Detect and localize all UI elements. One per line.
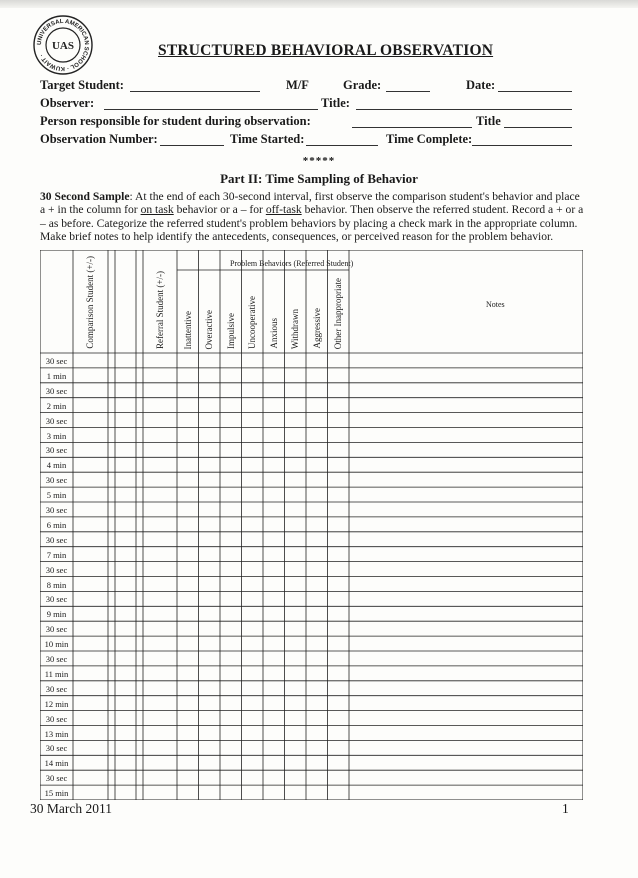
row-label: 30 sec — [45, 743, 68, 754]
behavior-header-uncooperative: Uncooperative — [247, 296, 258, 349]
row-label: 30 sec — [45, 654, 68, 664]
page-number: 1 — [562, 801, 569, 816]
behavior-header-inattentive: Inattentive — [182, 311, 193, 350]
row-label: 6 min — [46, 519, 67, 530]
seal-ring-text: UNIVERSAL AMERICAN SCHOOL · KUWAIT · — [36, 18, 90, 72]
page-title: STRUCTURED BEHAVIORAL OBSERVATION — [158, 42, 494, 59]
row-label: 30 sec — [45, 773, 68, 784]
instructions-on-task: on task — [140, 203, 174, 217]
time-started-label: Time Started: — [230, 132, 305, 146]
problem-behaviors-header: Problem Behaviors (Referred Student) — [230, 259, 354, 268]
notes-header: Notes — [486, 300, 505, 309]
instructions-text-3: behavior. Then observe the referred student. Record a + or a – as before. Categorize the referred student's problem behaviors by placing a check mark in the appropriate column. Make brief notes to help identify the antecedents, consequences, or perceived reason for the problem behavior. — [40, 203, 584, 244]
row-label: 30 sec — [45, 505, 68, 515]
instructions-text-1: : At the end of each 30-second interval, first observe the comparison student's behavior and place a + in the column for — [40, 190, 580, 217]
behavior-header-aggressive: Aggressive — [311, 308, 322, 349]
instructions-off-task: off-task — [265, 203, 302, 217]
organization-seal-icon — [32, 14, 94, 76]
mf-label: M/F — [286, 78, 309, 92]
behavior-header-overactive: Overactive — [204, 310, 215, 350]
footer-date: 30 March 2011 — [30, 801, 112, 816]
row-label: 4 min — [46, 460, 67, 471]
observation-table — [40, 250, 583, 800]
row-label: 14 min — [44, 758, 69, 769]
row-label: 10 min — [44, 639, 69, 650]
row-label: 13 min — [44, 728, 69, 739]
grade-label: Grade: — [343, 78, 382, 92]
instructions-lead: 30 Second Sample — [40, 190, 130, 203]
time-complete-label: Time Complete: — [386, 132, 473, 146]
comparison-student-header: Comparison Student (+/-) — [85, 256, 95, 349]
row-label: 30 sec — [45, 594, 68, 605]
title-field[interactable] — [356, 96, 572, 110]
title2-field[interactable] — [504, 114, 572, 128]
row-label: 1 min — [46, 370, 67, 381]
row-label: 30 sec — [45, 475, 68, 486]
row-label: 30 sec — [45, 713, 68, 724]
field-row-4 — [40, 132, 576, 150]
row-label: 5 min — [46, 490, 67, 501]
behavior-header-anxious: Anxious — [268, 318, 279, 349]
observer-label: Observer: — [40, 96, 95, 110]
observation-number-label: Observation Number: — [40, 132, 158, 146]
row-label: 7 min — [46, 549, 67, 560]
row-label: 30 sec — [45, 415, 68, 426]
row-label: 9 min — [46, 609, 67, 620]
field-row-1 — [40, 78, 576, 96]
date-label: Date: — [466, 78, 496, 92]
row-label: 30 sec — [45, 445, 68, 456]
row-label: 12 min — [44, 698, 69, 709]
instructions-text-2: behavior or a – for — [173, 203, 266, 217]
field-row-2 — [40, 96, 576, 114]
row-label: 30 sec — [45, 564, 68, 575]
row-label: 2 min — [46, 400, 67, 411]
title2-label: Title — [476, 114, 501, 128]
row-label: 15 min — [44, 788, 69, 799]
row-label: 30 sec — [45, 624, 68, 635]
field-row-3 — [40, 114, 576, 132]
row-label: 30 sec — [45, 683, 68, 694]
row-label: 30 sec — [45, 385, 68, 396]
row-label: 30 sec — [45, 356, 68, 366]
separator-stars: ***** — [302, 155, 336, 167]
row-label: 8 min — [46, 579, 67, 590]
observer-field[interactable] — [104, 96, 318, 110]
time-complete-field[interactable] — [472, 132, 572, 146]
seal-initials: UAS — [51, 40, 75, 52]
title-label: Title: — [321, 96, 350, 110]
referral-student-header: Referral Student (+/-) — [155, 271, 165, 350]
behavior-header-other-inappropriate: Other Inappropriate — [333, 278, 344, 350]
row-label: 11 min — [44, 668, 69, 679]
part-heading: Part II: Time Sampling of Behavior — [220, 171, 418, 186]
scan-edge — [0, 0, 638, 8]
person-responsible-field[interactable] — [352, 114, 472, 128]
target-student-field[interactable] — [130, 78, 260, 92]
observation-number-field[interactable] — [160, 132, 224, 146]
time-started-field[interactable] — [306, 132, 378, 146]
grade-field[interactable] — [386, 78, 430, 92]
row-label: 30 sec — [45, 534, 68, 545]
behavior-header-impulsive: Impulsive — [225, 313, 236, 349]
target-student-label: Target Student: — [40, 78, 124, 92]
row-label: 3 min — [46, 430, 67, 441]
behavior-header-withdrawn: Withdrawn — [290, 309, 301, 350]
instructions — [40, 190, 586, 244]
person-responsible-label: Person responsible for student during observation: — [40, 114, 311, 128]
date-field[interactable] — [498, 78, 572, 92]
